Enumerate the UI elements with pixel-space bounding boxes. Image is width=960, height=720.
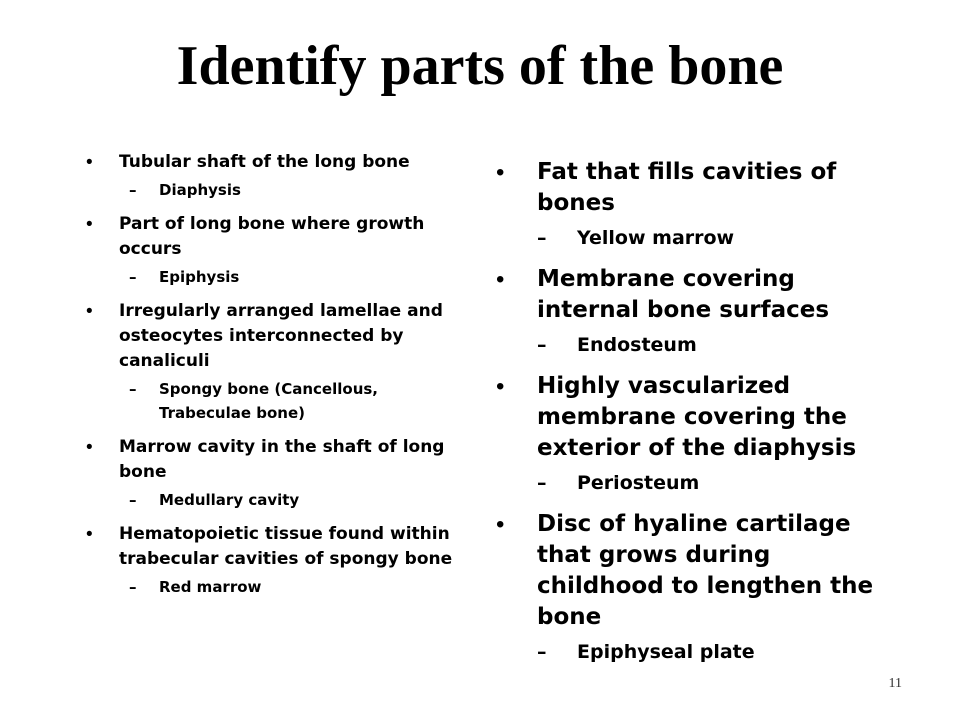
question-answer: – Epiphyseal plate — [496, 638, 896, 667]
question-answer: – Yellow marrow — [496, 224, 896, 253]
question-answer: – Red marrow — [86, 575, 466, 599]
question-prompt: • Tubular shaft of the long bone — [86, 150, 466, 175]
question-prompt: • Fat that fills cavities of bones — [496, 157, 896, 219]
left-question-list — [86, 150, 466, 609]
question-answer: – Medullary cavity — [86, 488, 466, 512]
question-answer: – Diaphysis — [86, 178, 466, 202]
question-prompt: • Part of long bone where growth occurs — [86, 212, 466, 262]
question-answer: – Spongy bone (Cancellous, Trabeculae bone) — [86, 377, 466, 425]
question-prompt: • Membrane covering internal bone surfaces — [496, 264, 896, 326]
question-prompt: • Hematopoietic tissue found within trabecular cavities of spongy bone — [86, 522, 466, 572]
question-answer: – Periosteum — [496, 469, 896, 498]
page-number: 11 — [888, 676, 902, 691]
question-answer: – Epiphysis — [86, 265, 466, 289]
right-question-list — [496, 157, 896, 678]
question-prompt: • Highly vascularized membrane covering the exterior of the diaphysis — [496, 371, 896, 464]
question-prompt: • Marrow cavity in the shaft of long bone — [86, 435, 466, 485]
slide-title: Identify parts of the bone — [176, 35, 784, 97]
question-prompt: • Irregularly arranged lamellae and osteocytes interconnected by canaliculi — [86, 299, 466, 374]
question-answer: – Endosteum — [496, 331, 896, 360]
question-prompt: • Disc of hyaline cartilage that grows during childhood to lengthen the bone — [496, 509, 896, 633]
